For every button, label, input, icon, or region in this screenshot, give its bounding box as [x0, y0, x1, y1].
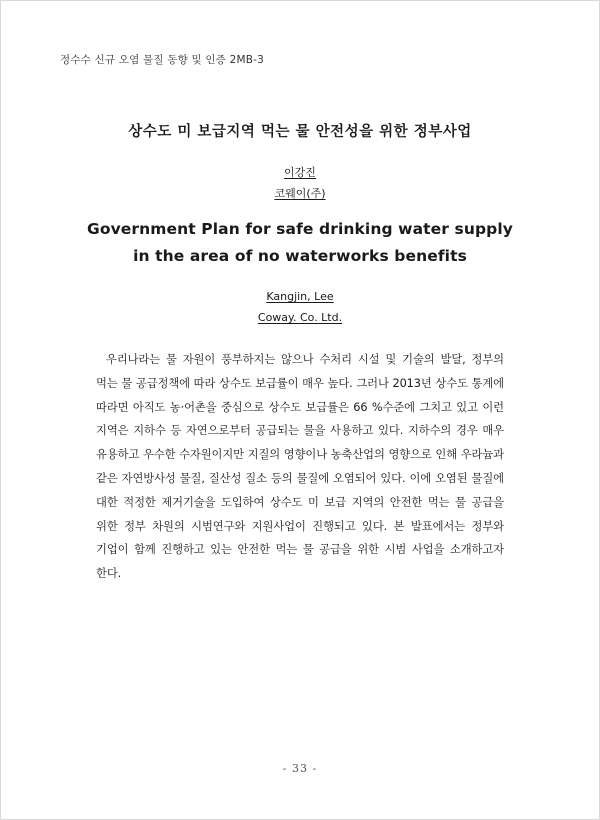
korean-affiliation-name: 코웨이(주) [274, 187, 326, 200]
english-author-name: Kangjin, Lee [266, 290, 334, 303]
english-title: Government Plan for safe drinking water supply in the area of no waterworks benefits [87, 220, 513, 265]
english-affiliation [0, 311, 600, 324]
english-affiliation-name: Coway. Co. Ltd. [257, 311, 343, 324]
korean-author-name: 이강진 [284, 166, 316, 179]
page-number: - 33 - [282, 762, 318, 775]
korean-affiliation [0, 185, 600, 201]
english-author [0, 290, 600, 303]
korean-author [0, 164, 600, 180]
running-header: 정수수 신규 오염 물질 동향 및 인증 2MB-3 [60, 54, 264, 66]
korean-title: 상수도 미 보급지역 먹는 물 안전성을 위한 정부사업 [128, 124, 472, 140]
abstract-paragraph: 우리나라는 물 자원이 풍부하지는 않으나 수처리 시설 및 기술의 발달, 정부의 먹는 물 공급정책에 따라 상수도 보급률이 매우 높다. 그러나 2013년 상수도 통계에 따라면 아직도 농·어촌을 중심으로 상수도 보급률은 66 %수준에 그치고 있고 이런 지역은 지하수 등 자연으로부터 공급되는 물을 사용하고 있다. 지하수의 경우 매우 유용하고 우수한 수자원이지만 지질의 영향이나 농축산업의 영향으로 인해 우라늄과 같은 자연방사성 물질, 질산성 질소 등의 물질에 오염되어 있다. 이에 오염된 물질에 대한 적정한 제거기술을 도입하여 상수도 미 보급 지역의 안전한 먹는 물 공급을 위한 정부 차원의 시범연구와 지원사업이 진행되고 있다. 본 발표에서는 정부와 기업이 함께 진행하고 있는 안전한 먹는 물 공급을 위한 시범 사업을 소개하고자 한다. [96, 353, 504, 581]
